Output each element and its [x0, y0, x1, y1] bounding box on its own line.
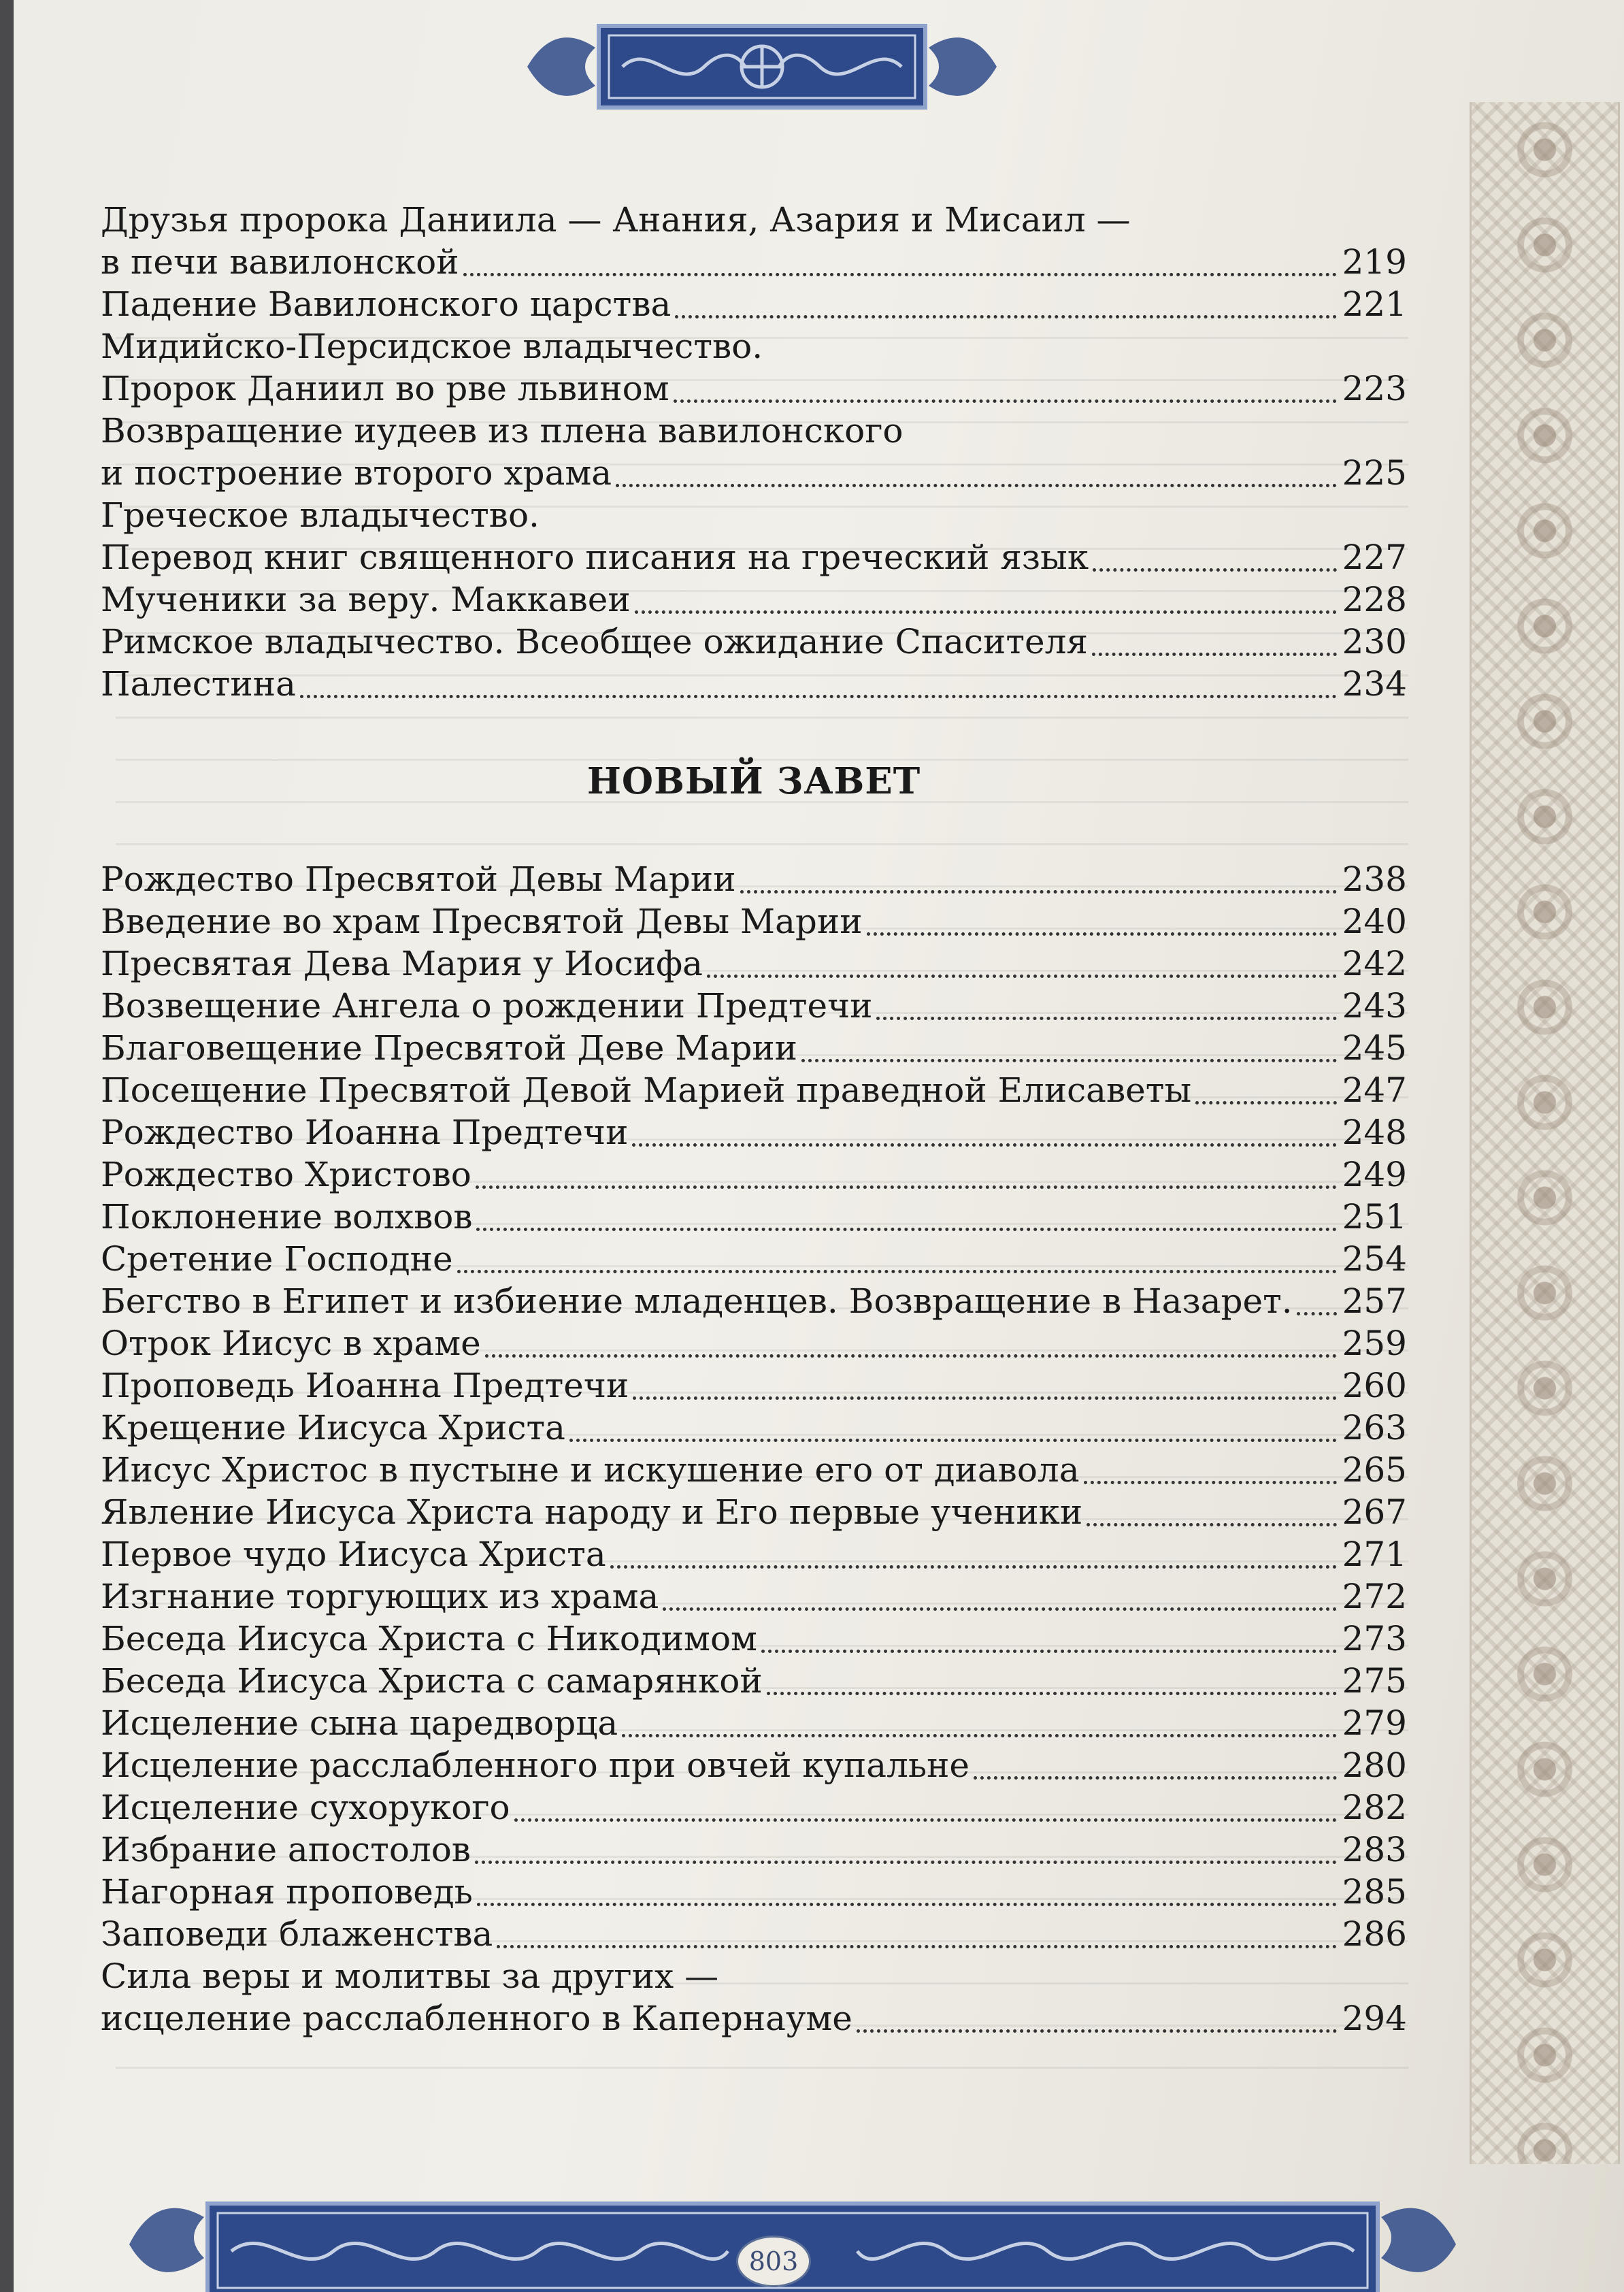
toc-entry-title: Заповеди блаженства — [101, 1914, 493, 1954]
toc-entry-title: Пресвятая Дева Мария у Иосифа — [101, 944, 703, 983]
toc-entry[interactable] — [101, 1027, 1407, 1069]
dot-leader — [767, 1692, 1337, 1695]
dot-leader — [616, 484, 1337, 487]
toc-entry[interactable] — [101, 1449, 1407, 1491]
toc-entry-title: Рождество Пресвятой Девы Марии — [101, 860, 736, 899]
dot-leader — [1087, 1523, 1337, 1526]
toc-entry-title: Рождество Христово — [101, 1155, 471, 1194]
toc-entry-title: Мидийско-Персидское владычество. — [101, 327, 763, 366]
toc-entry-title: Бегство в Египет и избиение младенцев. Возвращение в Назарет. — [101, 1281, 1293, 1321]
toc-entry-title: в печи вавилонской — [101, 242, 459, 282]
toc-entry-page: 271 — [1342, 1535, 1407, 1574]
toc-entry-title: Избрание апостолов — [101, 1830, 471, 1869]
toc-entry[interactable] — [101, 367, 1407, 410]
toc-entry-page: 243 — [1342, 986, 1407, 1026]
toc-entry-page: 228 — [1342, 580, 1407, 619]
table-of-contents — [101, 199, 1407, 2040]
toc-entry[interactable] — [101, 494, 1407, 536]
top-ornament — [514, 7, 1010, 126]
dot-leader — [476, 1228, 1337, 1231]
dot-leader — [1084, 1481, 1337, 1484]
toc-entry-page: 254 — [1342, 1239, 1407, 1279]
toc-entry[interactable] — [101, 663, 1407, 705]
toc-entry-title: Сила веры и молитвы за других — — [101, 1957, 719, 1996]
dot-leader — [476, 1185, 1337, 1189]
toc-entry-title: Возвращение иудеев из плена вавилонского — [101, 411, 904, 451]
toc-entry-page: 240 — [1342, 902, 1407, 941]
toc-entry-page: 282 — [1342, 1788, 1407, 1827]
toc-entry-page: 265 — [1342, 1450, 1407, 1490]
toc-entry[interactable] — [101, 1786, 1407, 1829]
toc-entry[interactable] — [101, 1955, 1407, 1997]
toc-entry[interactable] — [101, 1829, 1407, 1871]
toc-entry-page: 257 — [1342, 1281, 1407, 1321]
toc-entry-page: 272 — [1342, 1577, 1407, 1616]
toc-entry-page: 247 — [1342, 1070, 1407, 1110]
toc-entry[interactable] — [101, 1913, 1407, 1955]
toc-entry-title: Первое чудо Иисуса Христа — [101, 1535, 606, 1574]
page-number: 803 — [736, 2236, 811, 2287]
dot-leader — [1092, 653, 1337, 656]
toc-entry-title: Введение во храм Пресвятой Девы Марии — [101, 902, 863, 941]
toc-entry-title: Нагорная проповедь — [101, 1872, 473, 1912]
toc-entry-title: Иисус Христос в пустыне и искушение его от диавола — [101, 1450, 1080, 1490]
toc-entry-page: 219 — [1342, 242, 1407, 282]
toc-entry[interactable] — [101, 1280, 1407, 1322]
toc-entry-title: Исцеление расслабленного при овчей купальне — [101, 1746, 970, 1785]
toc-entry-page: 251 — [1342, 1197, 1407, 1237]
toc-entry-page: 230 — [1342, 622, 1407, 661]
toc-entry-page: 249 — [1342, 1155, 1407, 1194]
dot-leader — [457, 1270, 1337, 1273]
toc-entry[interactable] — [101, 241, 1407, 283]
dot-leader — [463, 273, 1337, 276]
toc-entry-title: Отрок Иисус в храме — [101, 1324, 481, 1363]
toc-entry[interactable] — [101, 1322, 1407, 1364]
dot-leader — [1297, 1312, 1337, 1315]
dot-leader — [974, 1776, 1337, 1780]
toc-entry-title: Падение Вавилонского царства — [101, 284, 672, 324]
dot-leader — [497, 1945, 1337, 1948]
toc-entry[interactable] — [101, 1660, 1407, 1702]
toc-entry[interactable] — [101, 1407, 1407, 1449]
dot-leader — [876, 1017, 1337, 1020]
toc-entry[interactable] — [101, 1069, 1407, 1111]
dot-leader — [1093, 568, 1337, 572]
toc-entry[interactable] — [101, 1111, 1407, 1153]
toc-entry-title: Беседа Иисуса Христа с самарянкой — [101, 1661, 763, 1701]
toc-entry-page: 280 — [1342, 1746, 1407, 1785]
toc-entry-page: 242 — [1342, 944, 1407, 983]
toc-entry-page: 225 — [1342, 453, 1407, 493]
dot-leader — [477, 1903, 1337, 1906]
dot-leader — [1195, 1101, 1337, 1104]
toc-entry-title: Беседа Иисуса Христа с Никодимом — [101, 1619, 757, 1658]
toc-entry-page: 285 — [1342, 1872, 1407, 1912]
dot-leader — [663, 1607, 1337, 1611]
toc-entry-page: 259 — [1342, 1324, 1407, 1363]
dot-leader — [635, 610, 1337, 614]
toc-entry-page: 263 — [1342, 1408, 1407, 1447]
toc-entry-title: Пророк Даниил во рве львином — [101, 369, 669, 408]
dot-leader — [622, 1734, 1337, 1737]
toc-entry-title: Сретение Господне — [101, 1239, 453, 1279]
dot-leader — [761, 1650, 1337, 1653]
toc-entry-page: 267 — [1342, 1492, 1407, 1532]
toc-entry[interactable] — [101, 621, 1407, 663]
toc-entry[interactable] — [101, 1364, 1407, 1407]
dot-leader — [475, 1861, 1337, 1864]
toc-entry-title: Мученики за веру. Маккавеи — [101, 580, 631, 619]
dot-leader — [801, 1059, 1337, 1062]
dot-leader — [300, 695, 1337, 698]
dot-leader — [632, 1143, 1337, 1147]
dot-leader — [514, 1818, 1337, 1822]
toc-entry-page: 227 — [1342, 538, 1407, 577]
toc-entry[interactable] — [101, 943, 1407, 985]
toc-entry-title: и построение второго храма — [101, 453, 612, 493]
toc-entry-page: 234 — [1342, 664, 1407, 704]
toc-entry-page: 294 — [1342, 1999, 1407, 2038]
toc-entry[interactable] — [101, 578, 1407, 621]
dot-leader — [674, 399, 1337, 403]
book-page — [14, 0, 1624, 2292]
toc-entry[interactable] — [101, 1153, 1407, 1196]
toc-entry-title: Благовещение Пресвятой Деве Марии — [101, 1028, 797, 1068]
toc-entry-page: 221 — [1342, 284, 1407, 324]
toc-entry-title: Друзья пророка Даниила — Анания, Азария и Мисаил — — [101, 200, 1131, 240]
toc-entry-title: исцеление расслабленного в Капернауме — [101, 1999, 852, 2038]
toc-entry[interactable] — [101, 199, 1407, 241]
toc-entry[interactable] — [101, 1575, 1407, 1618]
toc-entry-page: 260 — [1342, 1366, 1407, 1405]
toc-entry-title: Рождество Иоанна Предтечи — [101, 1113, 629, 1152]
toc-entry-page: 248 — [1342, 1113, 1407, 1152]
toc-entry-title: Римское владычество. Всеобщее ожидание Спасителя — [101, 622, 1088, 661]
toc-entry-page: 245 — [1342, 1028, 1407, 1068]
toc-entry[interactable] — [101, 900, 1407, 943]
toc-entry-page: 273 — [1342, 1619, 1407, 1658]
toc-entry[interactable] — [101, 1702, 1407, 1744]
toc-entry-title: Палестина — [101, 664, 296, 704]
toc-entry-title: Исцеление сухорукого — [101, 1788, 510, 1827]
toc-entry-title: Возвещение Ангела о рождении Предтечи — [101, 986, 873, 1026]
toc-entry[interactable] — [101, 410, 1407, 452]
dot-leader — [857, 2029, 1337, 2033]
toc-entry-page: 283 — [1342, 1830, 1407, 1869]
toc-entry-title: Перевод книг священного писания на греческий язык — [101, 538, 1089, 577]
toc-entry[interactable] — [101, 325, 1407, 367]
toc-entry[interactable] — [101, 1491, 1407, 1533]
toc-entry-page: 286 — [1342, 1914, 1407, 1954]
dot-leader — [485, 1354, 1337, 1358]
toc-entry[interactable] — [101, 1997, 1407, 2040]
toc-entry[interactable] — [101, 452, 1407, 494]
toc-entry[interactable] — [101, 1238, 1407, 1280]
toc-entry-title: Греческое владычество. — [101, 495, 540, 535]
toc-entry[interactable] — [101, 858, 1407, 900]
section-heading-new-testament: НОВЫЙ ЗАВЕТ — [586, 760, 921, 802]
toc-entry[interactable] — [101, 283, 1407, 325]
toc-entry-page: 275 — [1342, 1661, 1407, 1701]
toc-entry-page: 279 — [1342, 1703, 1407, 1743]
toc-entry-page: 238 — [1342, 860, 1407, 899]
toc-entry-title: Проповедь Иоанна Предтечи — [101, 1366, 629, 1405]
toc-entry-title: Явление Иисуса Христа народу и Его первые ученики — [101, 1492, 1083, 1532]
toc-entry[interactable] — [101, 1744, 1407, 1786]
dot-leader — [610, 1565, 1337, 1569]
dot-leader — [867, 932, 1337, 936]
toc-entry-page: 223 — [1342, 369, 1407, 408]
toc-entry[interactable] — [101, 536, 1407, 578]
dot-leader — [740, 890, 1337, 894]
toc-entry[interactable] — [101, 1871, 1407, 1913]
dot-leader — [569, 1439, 1337, 1442]
dot-leader — [633, 1396, 1337, 1400]
toc-entry-title: Крещение Иисуса Христа — [101, 1408, 565, 1447]
toc-entry-title: Посещение Пресвятой Девой Марией праведной Елисаветы — [101, 1070, 1192, 1110]
right-ornamental-border — [1470, 102, 1620, 2164]
dot-leader — [675, 315, 1337, 318]
toc-entry[interactable] — [101, 1533, 1407, 1575]
toc-entry-title: Изгнание торгующих из храма — [101, 1577, 659, 1616]
toc-entry[interactable] — [101, 1618, 1407, 1660]
toc-entry-title: Поклонение волхвов — [101, 1197, 473, 1237]
toc-entry[interactable] — [101, 1196, 1407, 1238]
toc-entry[interactable] — [101, 985, 1407, 1027]
dot-leader — [707, 975, 1337, 978]
toc-entry-title: Исцеление сына царедворца — [101, 1703, 618, 1743]
